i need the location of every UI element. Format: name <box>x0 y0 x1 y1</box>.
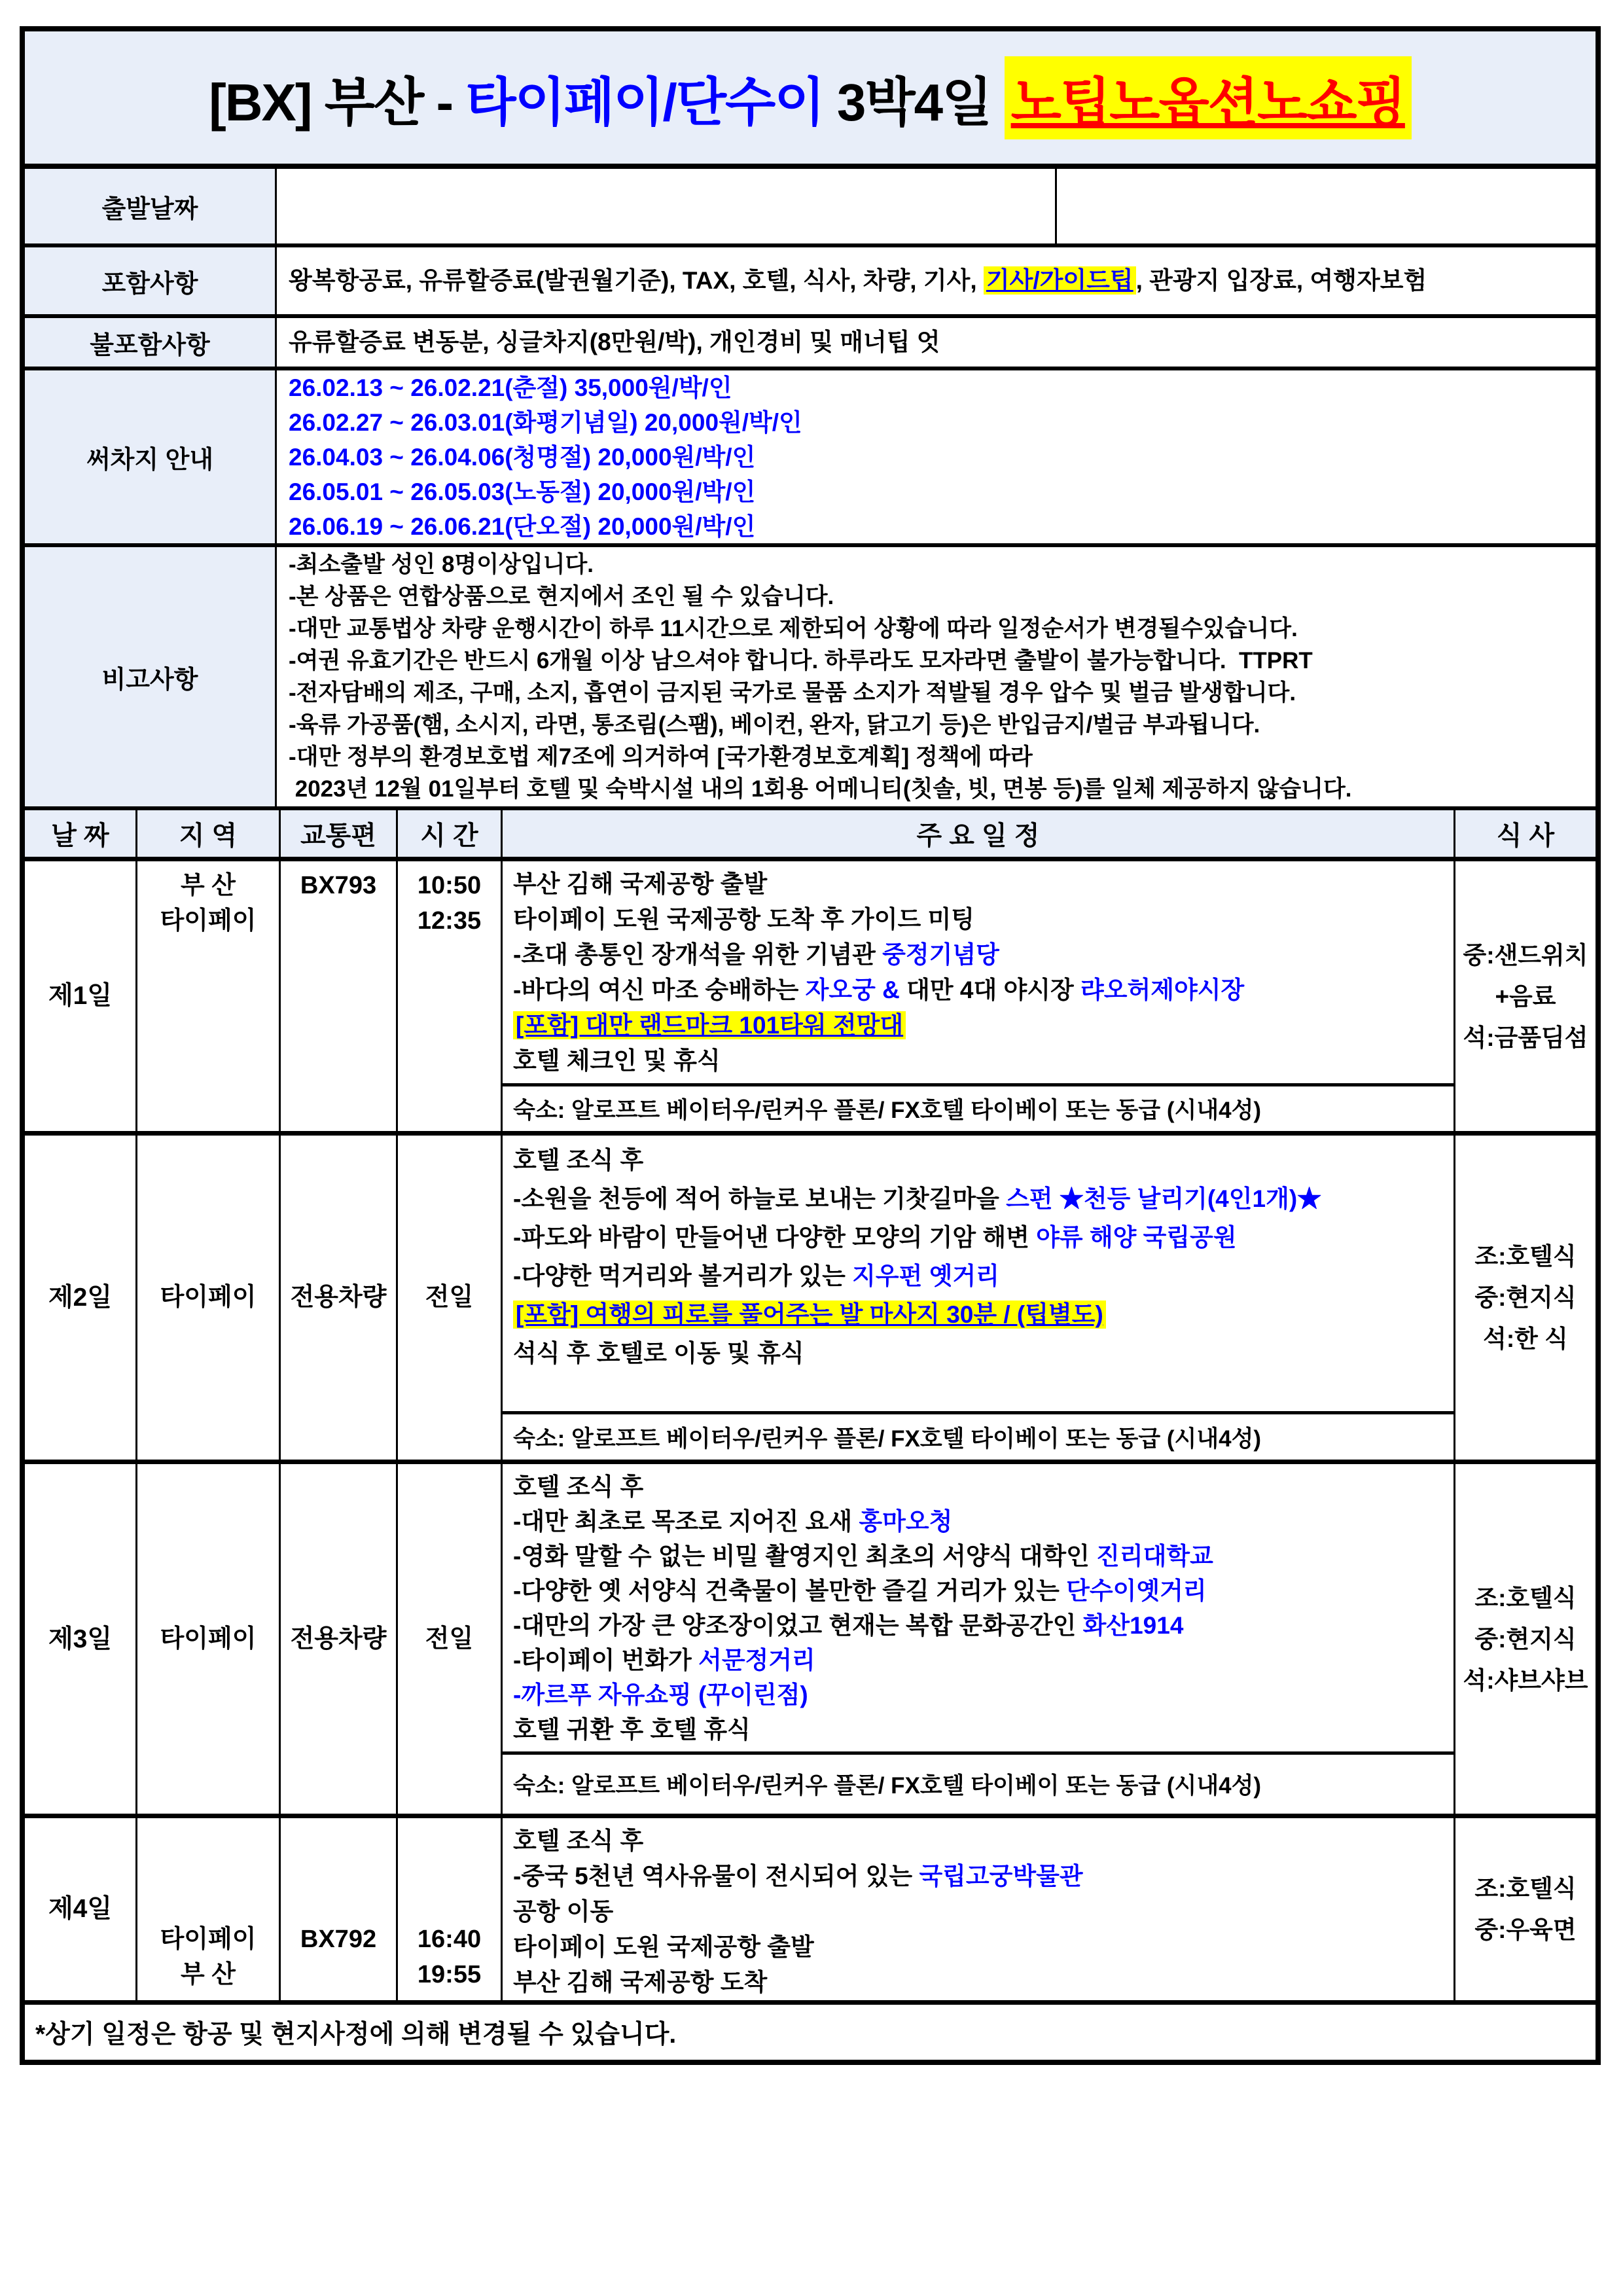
departure-date-cell-left <box>277 169 1057 243</box>
info-text-line: -최소출발 성인 8명이상입니다. <box>289 552 594 577</box>
transport-cell-line: 전용차량 <box>290 1283 387 1311</box>
itinerary-line <box>513 1334 1443 1372</box>
itinerary-line <box>513 1295 1443 1334</box>
transport-cell-line: BX792 <box>300 1926 377 1953</box>
itinerary-line <box>513 1141 1443 1179</box>
info-text-line: 26.02.13 ~ 26.02.21(춘절) 35,000원/박/인 <box>289 374 732 401</box>
info-text-line: -여권 유효기간은 반드시 6개월 이상 남으셔야 합니다. 하루라도 모자라면 출발이 불가능합니다. TTPRT <box>289 648 1313 673</box>
transport-cell-day3 <box>281 1464 398 1814</box>
day-number: 제4일 <box>48 1895 113 1923</box>
meal-entry: 중:샌드위치+음료 <box>1463 941 1588 1010</box>
info-text-line: 2023년 12월 01일부터 호텔 및 숙박시설 내의 1회용 어메니티(칫솔, 빗, 면봉 등)를 일체 제공하지 않습니다. <box>289 776 1352 802</box>
itinerary-line <box>513 1469 1443 1504</box>
itinerary-line <box>513 1712 1443 1747</box>
itinerary-line <box>513 1608 1443 1643</box>
plain-text: 왕복항공료, 유류할증료(발권월기준), TAX, 호텔, 식사, 차량, 기사, <box>289 267 984 294</box>
schedule-row-day4 <box>25 1818 1596 2005</box>
itinerary-line <box>513 1965 1443 2000</box>
meals-cell-day2 <box>1455 1136 1596 1460</box>
meal-entry: 중:현지식 <box>1474 1284 1577 1311</box>
transport-cell-line: BX793 <box>300 872 377 899</box>
plain-text: 부산 김해 국제공항 도착 <box>513 1969 768 1996</box>
plain-text: -대만 최초로 목조로 지어진 요새 <box>513 1508 859 1535</box>
meal-entry: 조:호텔식 <box>1474 1584 1577 1611</box>
poi-link-text: 단수이옛거리 <box>1066 1577 1207 1604</box>
time-cell-day1 <box>398 861 503 1131</box>
plain-text: -타이페이 번화가 <box>513 1647 699 1674</box>
plain-text: 호텔 귀환 후 호텔 휴식 <box>513 1716 751 1743</box>
footnote-row <box>25 2005 1596 2060</box>
plain-text: , 관광지 입장료, 여행자보험 <box>1135 267 1427 294</box>
plain-text: -다양한 옛 서양식 건축물이 볼만한 즐길 거리가 있는 <box>513 1577 1067 1604</box>
header-meals: 식 사 <box>1496 821 1555 850</box>
info-value-departure <box>277 169 1596 243</box>
itinerary-line <box>513 1677 1443 1712</box>
plain-text: -다양한 먹거리와 볼거리가 있는 <box>513 1263 853 1289</box>
itinerary-line <box>513 902 1443 937</box>
title-destination: 타이페이/단수이 <box>465 73 824 132</box>
itinerary-line <box>513 1929 1443 1965</box>
info-value-included <box>277 247 1596 314</box>
itinerary-line <box>513 1257 1443 1295</box>
plain-text: 부산 김해 국제공항 출발 <box>513 870 768 897</box>
poi-link-text: 진리대학교 <box>1096 1543 1213 1570</box>
itinerary-line <box>513 1894 1443 1929</box>
plain-text: 호텔 조식 후 <box>513 1827 644 1854</box>
itinerary-cell-day3 <box>503 1464 1455 1814</box>
itinerary-line <box>513 1859 1443 1894</box>
itinerary-line <box>513 1179 1443 1218</box>
itinerary-lines <box>503 1818 1454 2000</box>
region-cell-line: 타이페이 <box>160 1926 257 1953</box>
meal-entry: 석:샤브샤브 <box>1463 1666 1588 1694</box>
region-cell-day1 <box>137 861 281 1131</box>
schedule-row-day2 <box>25 1136 1596 1464</box>
lodging-line: 숙소: 알로프트 베이터우/린커우 플론/ FX호텔 타이베이 또는 동급 (시내4성) <box>503 1083 1454 1131</box>
info-text-line: 26.06.19 ~ 26.06.21(단오절) 20,000원/박/인 <box>289 512 756 540</box>
region-cell-line: 부 산 <box>181 872 236 899</box>
document-title <box>25 31 1596 169</box>
itinerary-lines <box>503 861 1454 1083</box>
info-text-line: 26.02.27 ~ 26.03.01(화평기념일) 20,000원/박/인 <box>289 408 802 436</box>
itinerary-line <box>513 1218 1443 1257</box>
itinerary-line <box>513 1823 1443 1859</box>
poi-link-text: 화산1914 <box>1082 1612 1184 1639</box>
itinerary-line <box>513 867 1443 902</box>
itinerary-line <box>513 1043 1443 1079</box>
meals-cell-day4 <box>1455 1818 1596 2000</box>
itinerary-cell-day2 <box>503 1136 1455 1460</box>
info-value-notes <box>277 547 1596 806</box>
info-label-excluded: 불포함사항 <box>25 318 277 367</box>
lodging-line: 숙소: 알로프트 베이터우/린커우 플론/ FX호텔 타이베이 또는 동급 (시내4성) <box>503 1751 1454 1814</box>
info-text-line <box>289 264 1584 297</box>
info-label-notes: 비고사항 <box>25 547 277 806</box>
time-cell-day4 <box>398 1818 503 2000</box>
plain-text: -소원을 천등에 적어 하늘로 보내는 기찻길마을 <box>513 1185 1007 1212</box>
time-cell-line: 전일 <box>425 1624 474 1653</box>
time-cell-line: 10:50 <box>417 872 482 899</box>
schedule-row-day3 <box>25 1464 1596 1818</box>
plain-text: 타이페이 도원 국제공항 도착 후 가이드 미팅 <box>513 906 975 933</box>
poi-link-text: 홍마오청 <box>859 1508 953 1535</box>
itinerary-lines <box>503 1136 1454 1411</box>
poi-link-text: 중정기념당 <box>882 941 999 968</box>
info-text-line: -대만 정부의 환경보호법 제7조에 의거하여 [국가환경보호계획] 정책에 따라 <box>289 744 1033 770</box>
schedule-days <box>25 861 1596 2005</box>
meals-cell-day3 <box>1455 1464 1596 1814</box>
info-value-surcharge <box>277 370 1596 543</box>
highlighted-text: [포함] 여행의 피로를 풀어주는 발 마사지 30분 / (팁별도) <box>513 1300 1106 1329</box>
title-route-prefix: [BX] 부산 - <box>209 73 466 132</box>
region-cell-line: 타이페이 <box>160 907 257 935</box>
transport-cell-line: 전용차량 <box>290 1624 387 1653</box>
poi-link-text: 랴오허제야시장 <box>1080 977 1245 1003</box>
itinerary-cell-day1 <box>503 861 1455 1131</box>
info-row-notes <box>25 547 1596 810</box>
header-region: 지 역 <box>137 810 281 857</box>
itinerary-document <box>20 26 1601 2065</box>
plain-text: -영화 말할 수 없는 비밀 촬영지인 최초의 서양식 대학인 <box>513 1543 1097 1570</box>
day-number: 제1일 <box>48 982 113 1010</box>
info-text-line: 26.05.01 ~ 26.05.03(노동절) 20,000원/박/인 <box>289 478 756 505</box>
lodging-line: 숙소: 알로프트 베이터우/린커우 플론/ FX호텔 타이베이 또는 동급 (시내4성) <box>503 1411 1454 1460</box>
itinerary-line <box>513 1504 1443 1539</box>
itinerary-line <box>513 937 1443 973</box>
info-text-line: -본 상품은 연합상품으로 현지에서 조인 될 수 있습니다. <box>289 584 834 609</box>
info-label-surcharge: 써차지 안내 <box>25 370 277 543</box>
plain-text: 대만 4대 야시장 <box>899 977 1080 1003</box>
day-number-cell <box>25 1464 137 1814</box>
plain-text: 호텔 조식 후 <box>513 1147 644 1174</box>
plain-text: -파도와 바람이 만들어낸 다양한 모양의 기암 해변 <box>513 1224 1037 1251</box>
info-row-departure <box>25 169 1596 247</box>
poi-link-text: 지우펀 옛거리 <box>852 1263 999 1289</box>
region-cell-day2 <box>137 1136 281 1460</box>
plain-text: 타이페이 도원 국제공항 출발 <box>513 1933 814 1960</box>
info-section <box>25 169 1596 810</box>
plain-text: 석식 후 호텔로 이동 및 휴식 <box>513 1340 804 1367</box>
time-cell-line: 전일 <box>425 1283 474 1311</box>
info-label-included: 포함사항 <box>25 247 277 314</box>
poi-link-text: 자오궁 & <box>805 977 900 1003</box>
info-text-line: 26.04.03 ~ 26.04.06(청명절) 20,000원/박/인 <box>289 443 756 471</box>
transport-cell-day4 <box>281 1818 398 2000</box>
plain-text: 호텔 조식 후 <box>513 1473 644 1500</box>
day-number-cell <box>25 1136 137 1460</box>
day-number: 제2일 <box>48 1283 113 1312</box>
info-text-line: -대만 교통법상 차량 운행시간이 하루 11시간으로 제한되어 상황에 따라 일정순서가 변경될수있습니다. <box>289 616 1298 641</box>
meal-entry: 중:현지식 <box>1474 1625 1577 1653</box>
region-cell-day4 <box>137 1818 281 2000</box>
poi-link-text: 국립고궁박물관 <box>919 1863 1083 1890</box>
day-number: 제3일 <box>48 1624 113 1653</box>
itinerary-line <box>513 1539 1443 1573</box>
info-row-included <box>25 247 1596 318</box>
region-cell-line: 부 산 <box>181 1961 236 1988</box>
region-cell-day3 <box>137 1464 281 1814</box>
meal-entry: 중:우육면 <box>1474 1916 1577 1943</box>
info-row-excluded <box>25 318 1596 370</box>
itinerary-line <box>513 1573 1443 1608</box>
time-cell-line: 16:40 <box>417 1926 482 1953</box>
header-transport: 교통편 <box>281 810 398 857</box>
info-row-surcharge <box>25 370 1596 547</box>
region-cell-line: 타이페이 <box>160 1283 257 1311</box>
highlighted-text: 기사/가이드팁 <box>984 266 1136 295</box>
meal-entry: 조:호텔식 <box>1474 1875 1577 1902</box>
poi-link-text: -까르푸 자유쇼핑 (꾸이린점) <box>513 1681 808 1708</box>
day-number-cell <box>25 861 137 1131</box>
plain-text: -대만의 가장 큰 양조장이었고 현재는 복합 문화공간인 <box>513 1612 1083 1639</box>
header-time: 시 간 <box>398 810 503 857</box>
plain-text: 공항 이동 <box>513 1898 614 1925</box>
poi-link-text: 서문정거리 <box>698 1647 815 1674</box>
poi-link-text: 스펀 ★천등 날리기(4인1개)★ <box>1006 1185 1322 1212</box>
departure-date-cell-right <box>1057 169 1596 243</box>
info-value-excluded <box>277 318 1596 367</box>
title-duration: 3박4일 <box>823 73 1005 132</box>
info-text-line: -전자담배의 제조, 구매, 소지, 흡연이 금지된 국가로 물품 소지가 적발될 경우 압수 및 벌금 발생합니다. <box>289 680 1296 706</box>
itinerary-line <box>513 1643 1443 1677</box>
highlighted-text: [포함] 대만 랜드마크 101타워 전망대 <box>513 1011 906 1039</box>
region-cell-line: 타이페이 <box>160 1624 257 1653</box>
info-text-line: -육류 가공품(햄, 소시지, 라면, 통조림(스팸), 베이컨, 완자, 닭고기 등)은 반입금지/벌금 부과됩니다. <box>289 712 1260 738</box>
meals-cell-day1 <box>1455 861 1596 1131</box>
itinerary-cell-day4 <box>503 1818 1455 2000</box>
itinerary-lines <box>503 1464 1454 1751</box>
footnote-text: *상기 일정은 항공 및 현지사정에 의해 변경될 수 있습니다. <box>35 2020 677 2049</box>
header-date: 날 짜 <box>25 810 137 857</box>
time-cell-line: 12:35 <box>417 907 482 935</box>
time-cell-day2 <box>398 1136 503 1460</box>
info-label-departure: 출발날짜 <box>25 169 277 243</box>
plain-text: -초대 총통인 장개석을 위한 기념관 <box>513 941 883 968</box>
transport-cell-day2 <box>281 1136 398 1460</box>
header-itinerary: 주 요 일 정 <box>503 810 1455 857</box>
itinerary-line <box>513 973 1443 1008</box>
schedule-row-day1 <box>25 861 1596 1136</box>
time-cell-day3 <box>398 1464 503 1814</box>
plain-text: -바다의 여신 마조 숭배하는 <box>513 977 806 1003</box>
info-text-line: 유류할증료 변동분, 싱글차지(8만원/박), 개인경비 및 매너팁 엇 <box>289 329 940 355</box>
meal-entry: 석:금품딤섬 <box>1463 1024 1588 1051</box>
plain-text: -중국 5천년 역사유물이 전시되어 있는 <box>513 1863 919 1890</box>
meal-entry: 석:한 식 <box>1483 1325 1568 1352</box>
day-number-cell <box>25 1818 137 2000</box>
time-cell-line: 19:55 <box>417 1961 482 1988</box>
plain-text: 호텔 체크인 및 휴식 <box>513 1047 721 1074</box>
title-no-tip-badge: 노팁노옵션노쇼핑 <box>1005 56 1412 139</box>
transport-cell-day1 <box>281 861 398 1131</box>
meal-entry: 조:호텔식 <box>1474 1243 1577 1270</box>
schedule-header-row <box>25 810 1596 861</box>
itinerary-line <box>513 1008 1443 1043</box>
poi-link-text: 야류 해양 국립공원 <box>1036 1224 1237 1251</box>
